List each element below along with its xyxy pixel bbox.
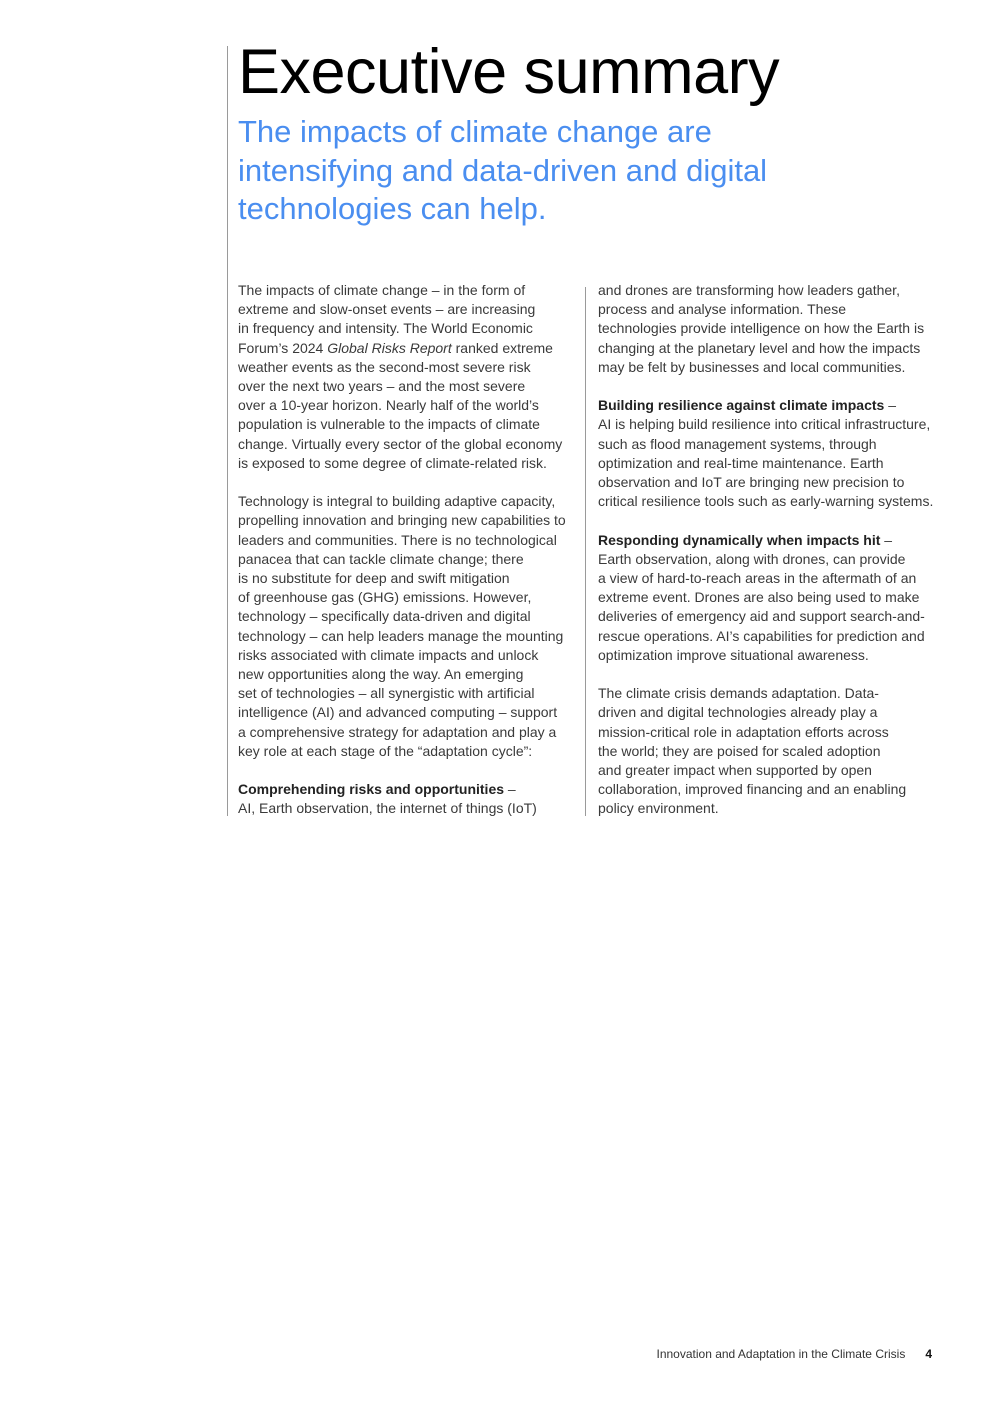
text-line: over the next two years – and the most severe bbox=[238, 378, 526, 395]
text-line: extreme event. Drones are also being used to make bbox=[598, 589, 920, 606]
text-line: such as flood management systems, through bbox=[598, 435, 877, 452]
text-line: mission-critical role in adaptation efforts across bbox=[598, 723, 889, 740]
text-line: rescue operations. AI’s capabilities for prediction and bbox=[598, 627, 925, 644]
section-heading: Building resilience against climate impacts bbox=[598, 397, 885, 414]
text-line: propelling innovation and bringing new capabilities to bbox=[238, 512, 566, 529]
subtitle-line: intensifying and data-driven and digital bbox=[238, 152, 768, 188]
text-line: intelligence (AI) and advanced computing – support bbox=[238, 704, 558, 721]
text-line: technology – can help leaders manage the mounting bbox=[238, 627, 564, 644]
text-line: a view of hard-to-reach areas in the aftermath of an bbox=[598, 570, 917, 587]
text-line: and drones are transforming how leaders gather, bbox=[598, 282, 900, 298]
heading-dash: – bbox=[880, 531, 893, 548]
resilience-paragraph bbox=[598, 396, 938, 511]
text-line: new opportunities along the way. An emerging bbox=[238, 666, 524, 683]
text-line: critical resilience tools such as early-warning systems. bbox=[598, 493, 934, 510]
text-line: in frequency and intensity. The World Economic bbox=[238, 320, 533, 337]
text-line: risks associated with climate impacts and unlock bbox=[238, 646, 539, 663]
page-title: Executive summary bbox=[238, 37, 780, 107]
text-line: Earth observation, along with drones, can provide bbox=[598, 550, 906, 567]
text-line: The impacts of climate change – in the form of bbox=[238, 282, 526, 298]
text-line: weather events as the second-most severe risk bbox=[238, 358, 531, 375]
text-line: optimization and real-time maintenance. Earth bbox=[598, 454, 884, 471]
text-line: deliveries of emergency aid and support search-and- bbox=[598, 608, 925, 625]
text-line: population is vulnerable to the impacts of climate bbox=[238, 416, 540, 433]
text-run: Forum’s 2024 bbox=[238, 339, 328, 356]
text-line: observation and IoT are bringing new precision to bbox=[598, 474, 905, 491]
text-line: optimization improve situational awareness. bbox=[598, 646, 869, 663]
page-footer bbox=[657, 1347, 933, 1361]
text-line bbox=[238, 780, 578, 799]
text-line: technology – specifically data-driven and digital bbox=[238, 608, 531, 625]
intro-paragraph bbox=[238, 281, 578, 473]
text-line: process and analyse information. These bbox=[598, 301, 846, 318]
subtitle-line: The impacts of climate change are bbox=[238, 114, 712, 149]
text-line: The climate crisis demands adaptation. Data- bbox=[598, 685, 879, 702]
text-line: extreme and slow-onset events – are increasing bbox=[238, 301, 536, 318]
text-line: driven and digital technologies already play a bbox=[598, 704, 878, 721]
text-line: AI is helping build resilience into critical infrastructure, bbox=[598, 416, 931, 433]
continuation-paragraph bbox=[598, 281, 938, 377]
text-line: is exposed to some degree of climate-related risk. bbox=[238, 454, 547, 471]
column-divider-rule bbox=[585, 287, 586, 816]
page-subtitle bbox=[238, 113, 838, 229]
text-line: policy environment. bbox=[598, 800, 719, 817]
responding-paragraph bbox=[598, 531, 938, 665]
text-line: change. Virtually every sector of the global economy bbox=[238, 435, 563, 452]
text-line bbox=[238, 339, 578, 358]
text-line: of greenhouse gas (GHG) emissions. However, bbox=[238, 589, 532, 606]
text-line bbox=[598, 531, 938, 550]
text-run: ranked extreme bbox=[451, 339, 553, 356]
text-line: collaboration, improved financing and an enabling bbox=[598, 781, 907, 798]
right-column bbox=[598, 281, 938, 819]
text-line: AI, Earth observation, the internet of things (IoT) bbox=[238, 800, 537, 817]
text-line: a comprehensive strategy for adaptation and play a bbox=[238, 723, 557, 740]
text-line: is no substitute for deep and swift mitigation bbox=[238, 570, 510, 587]
text-line: changing at the planetary level and how the impacts bbox=[598, 339, 921, 356]
footer-report-title: Innovation and Adaptation in the Climate Crisis bbox=[656, 1347, 906, 1361]
text-line bbox=[598, 396, 938, 415]
text-line: leaders and communities. There is no technological bbox=[238, 531, 557, 548]
section-heading: Comprehending risks and opportunities bbox=[238, 781, 505, 798]
page-number: 4 bbox=[925, 1347, 932, 1361]
comprehending-paragraph bbox=[238, 780, 578, 818]
text-line: key role at each stage of the “adaptation cycle”: bbox=[238, 742, 533, 759]
text-line: technologies provide intelligence on how the Earth is bbox=[598, 320, 925, 337]
section-heading: Responding dynamically when impacts hit bbox=[598, 531, 881, 548]
text-line: the world; they are poised for scaled adoption bbox=[598, 742, 881, 759]
heading-dash: – bbox=[504, 781, 516, 798]
text-line: set of technologies – all synergistic with artificial bbox=[238, 685, 535, 702]
subtitle-line: technologies can help. bbox=[238, 191, 547, 226]
text-line: over a 10-year horizon. Nearly half of the world’s bbox=[238, 397, 539, 414]
heading-dash: – bbox=[884, 397, 897, 414]
technology-paragraph bbox=[238, 492, 578, 761]
header-vertical-rule bbox=[227, 46, 228, 816]
text-line: Technology is integral to building adaptive capacity, bbox=[238, 493, 556, 510]
text-line: may be felt by businesses and local communities. bbox=[598, 358, 906, 375]
text-line: panacea that can tackle climate change; there bbox=[238, 550, 524, 567]
text-line: and greater impact when supported by open bbox=[598, 762, 872, 779]
left-column bbox=[238, 281, 578, 819]
conclusion-paragraph bbox=[598, 684, 938, 818]
report-title-italic: Global Risks Report bbox=[327, 339, 452, 356]
